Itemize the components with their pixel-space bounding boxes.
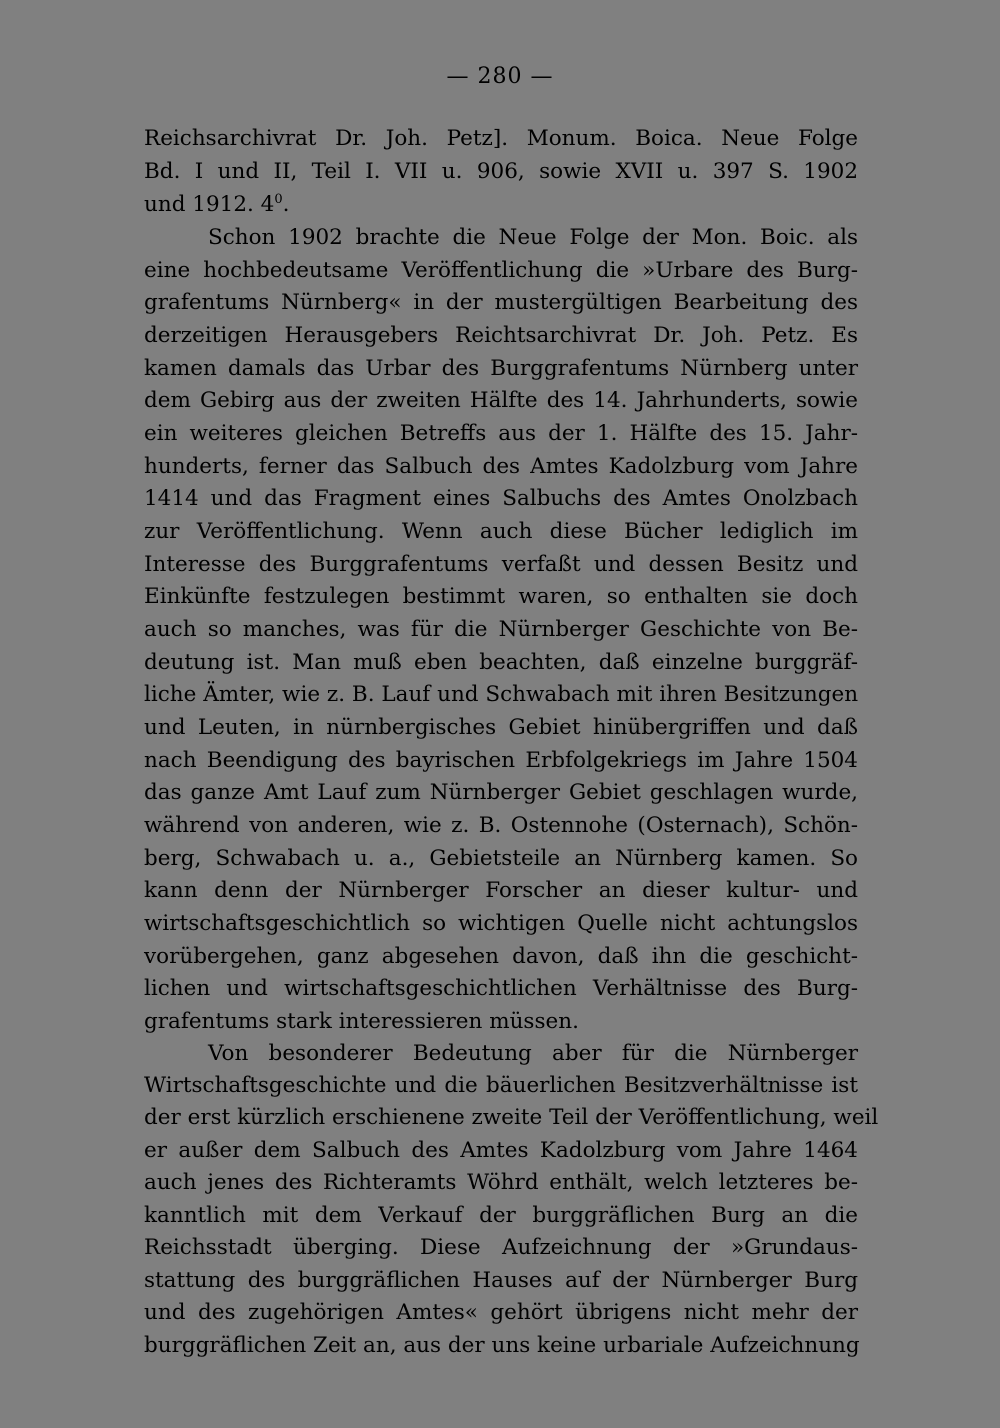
text-line: nach Beendigung des bayrischen Erbfolgekriegs im Jahre 1504 xyxy=(144,748,858,773)
text-line: und Leuten, in nürnbergisches Gebiet hinübergriffen und daß xyxy=(144,715,858,740)
text-line: auch jenes des Richteramts Wöhrd enthält, welch letzteres be- xyxy=(144,1170,858,1195)
text-line: und des zugehörigen Amtes« gehört übrigens nicht mehr der xyxy=(144,1300,858,1325)
text-line: während von anderen, wie z. B. Ostennohe (Osternach), Schön- xyxy=(144,813,858,838)
text-line: ein weiteres gleichen Betreffs aus der 1. Hälfte des 15. Jahr- xyxy=(144,421,858,446)
text-line: auch so manches, was für die Nürnberger Geschichte von Be- xyxy=(144,617,858,642)
text-line: Bd. I und II, Teil I. VII u. 906, sowie XVII u. 397 S. 1902 xyxy=(144,159,858,184)
text-line: der erst kürzlich erschienene zweite Teil der Veröffentlichung, weil xyxy=(144,1105,879,1130)
page-number: — 280 — xyxy=(446,64,554,89)
text-line: grafentums Nürnberg« in der mustergültigen Bearbeitung des xyxy=(144,290,858,315)
text-line: kann denn der Nürnberger Forscher an dieser kultur- und xyxy=(144,878,858,903)
text-line: dem Gebirg aus der zweiten Hälfte des 14. Jahrhunderts, sowie xyxy=(144,388,858,413)
text-line: wirtschaftsgeschichtlich so wichtigen Quelle nicht achtungslos xyxy=(144,911,858,936)
text-line: lichen und wirtschaftsgeschichtlichen Verhältnisse des Burg- xyxy=(144,976,858,1001)
text-line: stattung des burggräflichen Hauses auf der Nürnberger Burg xyxy=(144,1268,858,1293)
text-line: er außer dem Salbuch des Amtes Kadolzburg vom Jahre 1464 xyxy=(144,1138,858,1163)
text-line: burggräflichen Zeit an, aus der uns keine urbariale Aufzeichnung xyxy=(144,1333,860,1358)
text-line: kamen damals das Urbar des Burggrafentums Nürnberg unter xyxy=(144,356,858,381)
text-line: Reichsarchivrat Dr. Joh. Petz]. Monum. Boica. Neue Folge xyxy=(144,126,858,151)
text-line-period: . xyxy=(282,192,290,217)
text-line: vorübergehen, ganz abgesehen davon, daß ihn die geschicht- xyxy=(144,944,858,969)
paragraph-start-line: Schon 1902 brachte die Neue Folge der Mon. Boic. als xyxy=(208,225,858,250)
paragraph-end-line: grafentums stark interessieren müssen. xyxy=(144,1009,579,1034)
text-line: deutung ist. Man muß eben beachten, daß einzelne burggräf- xyxy=(144,650,858,675)
text-line: eine hochbedeutsame Veröffentlichung die »Urbare des Burg- xyxy=(144,258,858,283)
text-line: hunderts, ferner das Salbuch des Amtes Kadolzburg vom Jahre xyxy=(144,454,858,479)
text-line: liche Ämter, wie z. B. Lauf und Schwabach mit ihren Besitzungen xyxy=(144,682,859,707)
text-line: kanntlich mit dem Verkauf der burggräflichen Burg an die xyxy=(144,1203,858,1228)
text-line: Einkünfte festzulegen bestimmt waren, so enthalten sie doch xyxy=(144,584,858,609)
text-line xyxy=(144,190,858,220)
text-line: berg, Schwabach u. a., Gebietsteile an Nürnberg kamen. So xyxy=(144,846,858,871)
superscript-degree: 0 xyxy=(274,192,283,207)
text-line: Interesse des Burggrafentums verfaßt und dessen Besitz und xyxy=(144,552,858,577)
text-line: derzeitigen Herausgebers Reichtsarchivrat Dr. Joh. Petz. Es xyxy=(144,323,858,348)
text-line: zur Veröffentlichung. Wenn auch diese Bücher lediglich im xyxy=(144,519,858,544)
text-line: Wirtschaftsgeschichte und die bäuerlichen Besitzverhältnisse ist xyxy=(144,1073,858,1098)
text-line-content: und 1912. 4 xyxy=(144,192,275,217)
paragraph-start-line: Von besonderer Bedeutung aber für die Nürnberger xyxy=(208,1041,858,1066)
text-line: 1414 und das Fragment eines Salbuchs des Amtes Onolzbach xyxy=(144,486,858,511)
text-line: Reichsstadt überging. Diese Aufzeichnung der »Grundaus- xyxy=(144,1235,858,1260)
text-line: das ganze Amt Lauf zum Nürnberger Gebiet geschlagen wurde, xyxy=(144,780,858,805)
